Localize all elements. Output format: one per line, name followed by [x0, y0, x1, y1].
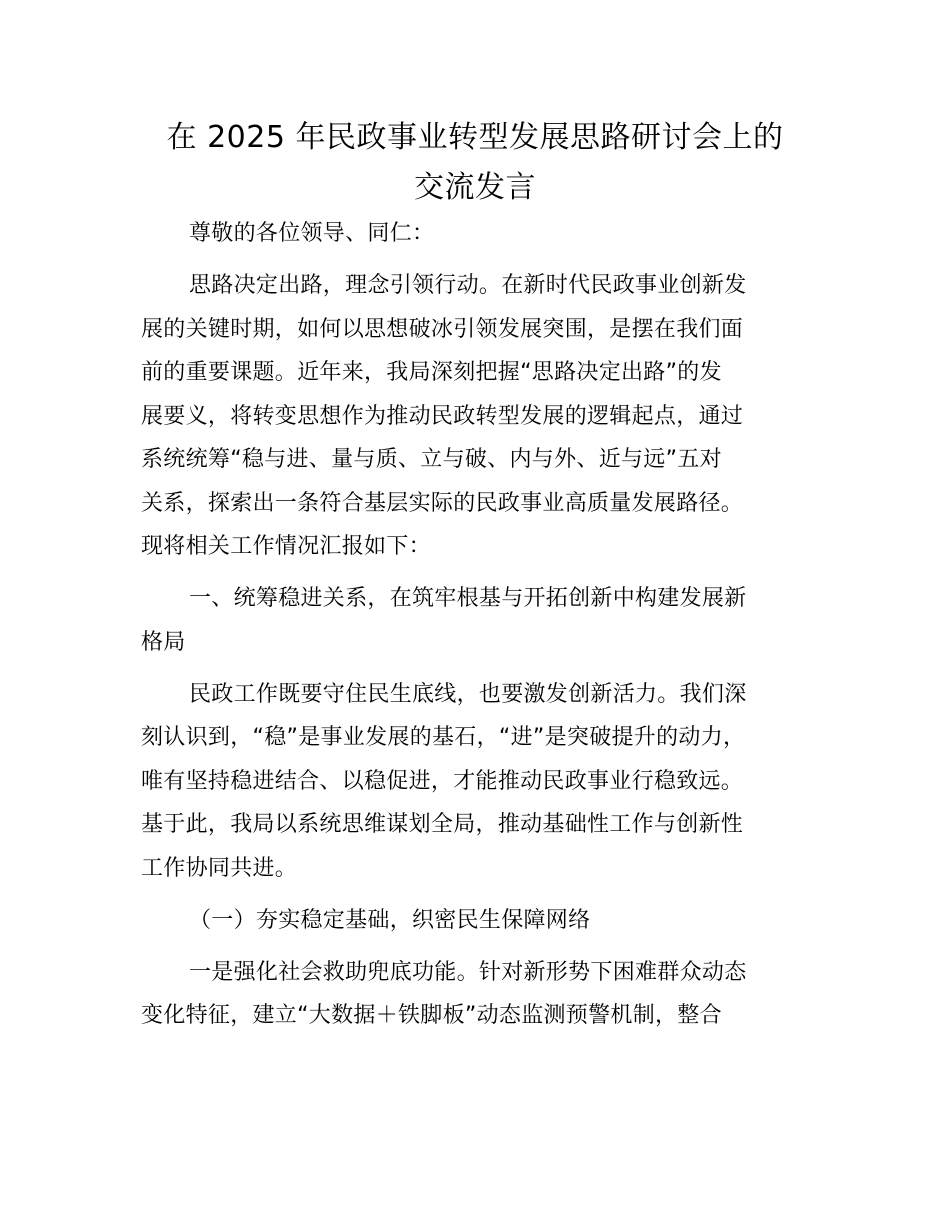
paragraph-line: 唯有坚持稳进结合、以稳促进，才能推动民政事业行稳致远。: [141, 768, 744, 794]
paragraph-line: 变化特征，建立“大数据＋铁脚板”动态监测预警机制，整合: [141, 1003, 722, 1028]
subsection-heading-1: [141, 899, 841, 943]
paragraph-line: 展要义，将转变思想作为推动民政转型发展的逻辑起点，通过: [141, 403, 744, 429]
subsection-1-paragraph: [141, 951, 841, 1038]
paragraph-line: 现将相关工作情况汇报如下：: [141, 534, 431, 559]
paragraph-line: 系统统筹“稳与进、量与质、立与破、内与外、近与远”五对: [141, 447, 722, 472]
paragraph-line: 思路决定出路，理念引领行动。在新时代民政事业创新发: [189, 273, 747, 298]
paragraph-line: 展的关键时期，如何以思想破冰引领发展突围，是摆在我们面: [141, 316, 744, 342]
paragraph-line: 关系，探索出一条符合基层实际的民政事业高质量发展路径。: [141, 490, 744, 516]
paragraph-line: 前的重要课题。近年来，我局深刻把握“思路决定出路”的发: [141, 360, 722, 385]
salutation: [141, 212, 841, 256]
paragraph-line: 基于此，我局以系统思维谋划全局，推动基础性工作与创新性: [141, 812, 744, 837]
paragraph-line: 工作协同共进。: [141, 855, 298, 881]
paragraph-line: 民政工作既要守住民生底线，也要激发创新活力。我们深: [189, 681, 747, 707]
heading-line: 一、统筹稳进关系，在筑牢根基与开拓创新中构建发展新: [189, 586, 747, 611]
paragraph-line: 刻认识到，“稳”是事业发展的基石，“进”是突破提升的动力，: [141, 725, 746, 750]
paragraph-line: 一是强化社会救助兜底功能。针对新形势下困难群众动态: [189, 959, 747, 985]
heading-line: 格局: [141, 629, 186, 655]
section-heading-1: [141, 577, 841, 664]
document-title: [140, 113, 810, 213]
intro-paragraph: [141, 264, 841, 569]
heading-line: （一）夯实稳定基础，织密民生保障网络: [189, 907, 591, 933]
title-line-2: 交流发言: [414, 170, 536, 205]
document-body: [141, 212, 841, 1046]
title-line-1: 在 2025 年民政事业转型发展思路研讨会上的: [166, 120, 784, 155]
section-1-paragraph: [141, 673, 841, 891]
paragraph-line: 尊敬的各位领导、同仁：: [189, 221, 435, 246]
